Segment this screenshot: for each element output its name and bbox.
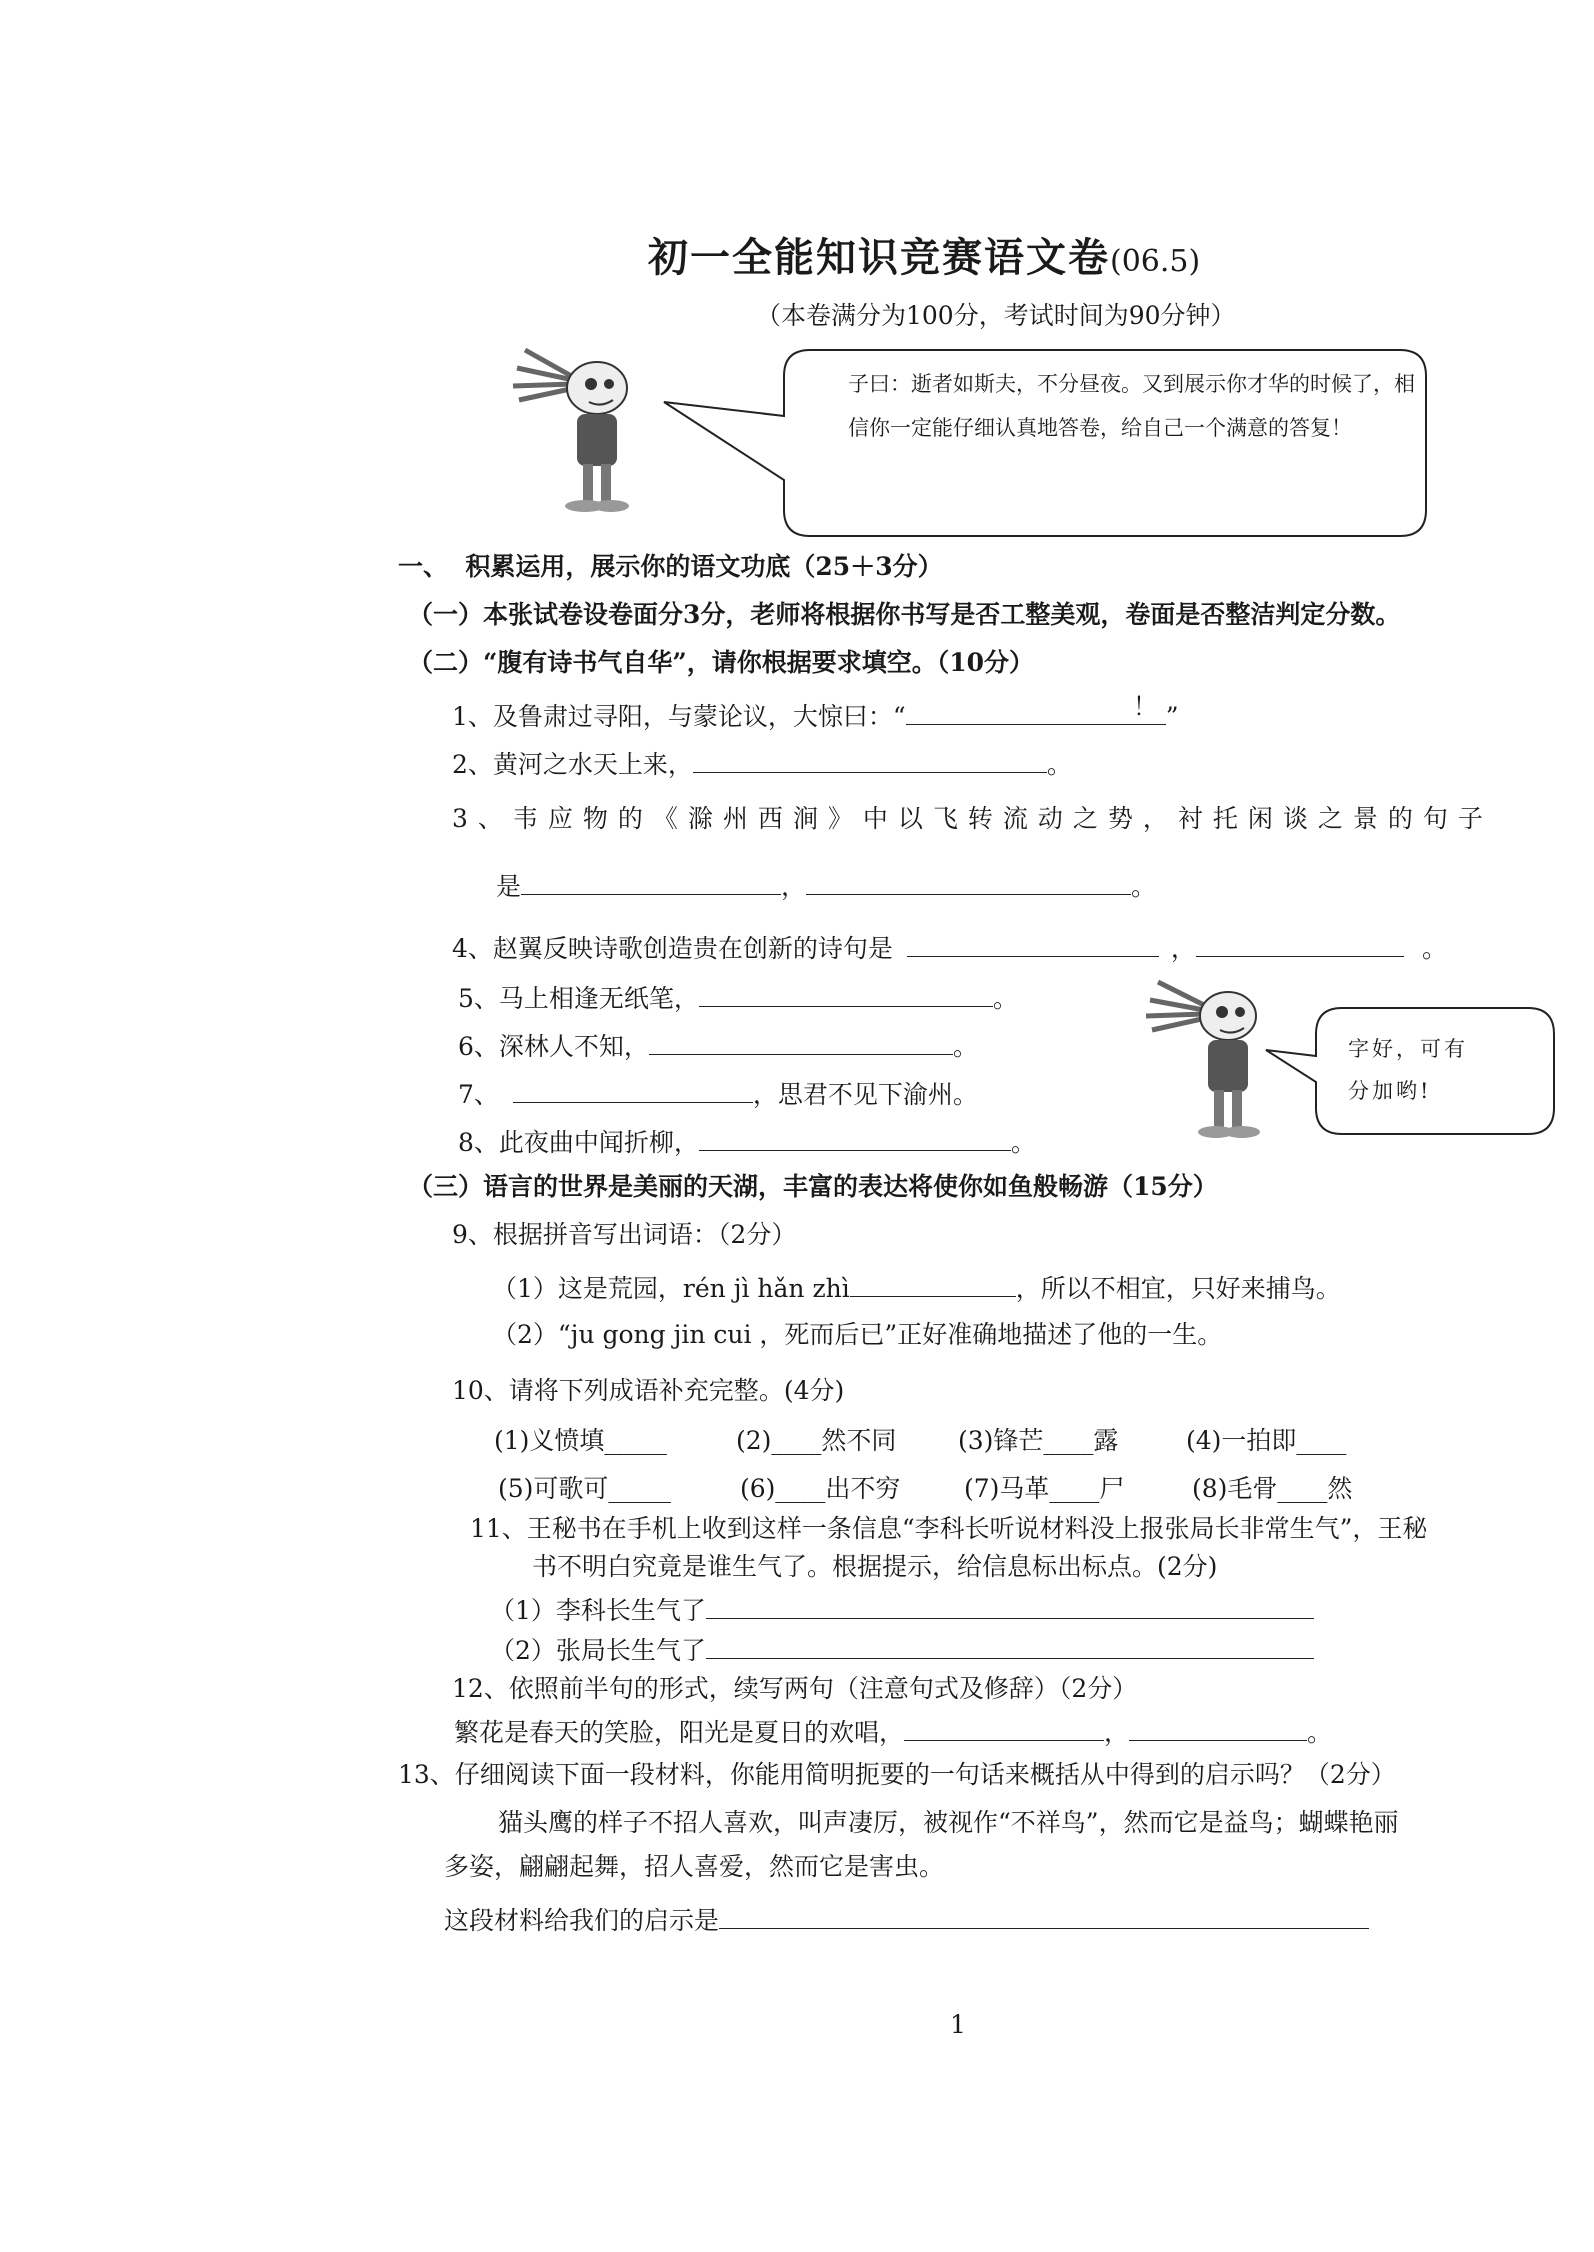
question-12: 12、依照前半句的形式，续写两句（注意句式及修辞）（2分） — [452, 1674, 1138, 1703]
q1-answer-blank[interactable]: ！ — [906, 696, 1166, 725]
q13-answer-blank[interactable] — [719, 1900, 1369, 1929]
question-4: 4、赵翼反映诗歌创造贵在创新的诗句是 ， 。 — [452, 928, 1447, 966]
question-13-answer: 这段材料给我们的启示是 — [444, 1900, 1369, 1938]
q3-answer-blank-1[interactable] — [521, 866, 781, 895]
q11-2-answer-blank[interactable] — [706, 1630, 1314, 1659]
question-7: 7、 ，思君不见下渝州。 — [458, 1074, 978, 1112]
page-title: 初一全能知识竞赛语文卷 — [648, 235, 1110, 281]
section1-heading: 一、 积累运用，展示你的语文功底（25＋3分） — [398, 552, 943, 581]
idiom-8: (8)毛骨____然 — [1192, 1474, 1353, 1503]
question-13-para-1: 猫头鹰的样子不招人喜欢，叫声凄厉，被视作“不祥鸟”，然而它是益鸟；蝴蝶艳丽 — [498, 1808, 1399, 1837]
question-3-line1: 3、韦应物的《滁州西涧》中以飞转流动之势，衬托闲谈之景的句子 — [452, 804, 1493, 833]
idiom-3: (3)锋芒____露 — [958, 1426, 1119, 1455]
speech-bubble-main-text: 子曰：逝者如斯夫，不分昼夜。又到展示你才华的时候了，相信你一定能仔细认真地答卷，给自己一个满意的答复！ — [848, 372, 1415, 440]
idiom-1: (1)义愤填_____ — [494, 1426, 667, 1455]
question-2: 2、黄河之水天上来， 。 — [452, 744, 1072, 782]
idiom-5: (5)可歌可_____ — [498, 1474, 671, 1503]
question-6: 6、深林人不知， 。 — [458, 1026, 978, 1064]
question-13-para-2: 多姿，翩翩起舞，招人喜爱，然而它是害虫。 — [444, 1852, 945, 1881]
idiom-7: (7)马革____尸 — [964, 1474, 1125, 1503]
q4-answer-blank-1[interactable] — [907, 928, 1159, 957]
idiom-2: (2)____然不同 — [736, 1426, 897, 1455]
q12-answer-blank-1[interactable] — [904, 1712, 1104, 1741]
question-11-line2: 书不明白究竟是谁生气了。根据提示，给信息标出标点。(2分) — [532, 1552, 1218, 1581]
q9-1-answer-blank[interactable] — [850, 1268, 1016, 1297]
question-9-1: （1）这是荒园，rén jì hǎn zhì ，所以不相宜，只好来捕鸟。 — [492, 1268, 1341, 1306]
question-10: 10、请将下列成语补充完整。(4分) — [452, 1376, 845, 1405]
page-number: 1 — [950, 2010, 966, 2039]
question-11-1: （1）李科长生气了 — [490, 1590, 1314, 1628]
question-12-answer: 繁花是春天的笑脸，阳光是夏日的欢唱， ， 。 — [454, 1712, 1332, 1750]
question-11-line1: 11、王秘书在手机上收到这样一条信息“李科长听说材料没上报张局长非常生气”，王秘 — [470, 1514, 1428, 1543]
q6-answer-blank[interactable] — [649, 1026, 953, 1055]
idiom-4: (4)一拍即____ — [1186, 1426, 1347, 1455]
q5-answer-blank[interactable] — [699, 978, 993, 1007]
page-subtitle: （本卷满分为100分，考试时间为90分钟） — [756, 301, 1236, 330]
question-13: 13、仔细阅读下面一段材料，你能用简明扼要的一句话来概括从中得到的启示吗？（2分） — [398, 1760, 1396, 1789]
q4-answer-blank-2[interactable] — [1196, 928, 1404, 957]
q2-answer-blank[interactable] — [693, 744, 1047, 773]
q7-answer-blank[interactable] — [513, 1074, 753, 1103]
question-9: 9、根据拼音写出词语：（2分） — [452, 1220, 797, 1249]
q3-answer-blank-2[interactable] — [806, 866, 1131, 895]
q8-answer-blank[interactable] — [699, 1122, 1011, 1151]
question-1: 1、及鲁肃过寻阳，与蒙论议，大惊曰：“ ！ ” — [452, 692, 1179, 731]
q11-1-answer-blank[interactable] — [706, 1590, 1314, 1619]
page-title-block — [648, 226, 1200, 283]
question-5: 5、马上相逢无纸笔， 。 — [458, 978, 1018, 1016]
part1-text: （一）本张试卷设卷面分3分，老师将根据你书写是否工整美观，卷面是否整洁判定分数。 — [408, 600, 1401, 629]
cartoon-character-icon — [505, 340, 665, 520]
question-3-line2: 是 ， 。 — [496, 866, 1156, 904]
part2-heading: （二）“腹有诗书气自华”，请你根据要求填空。（10分） — [408, 648, 1035, 677]
question-8: 8、此夜曲中闻折柳， 。 — [458, 1122, 1036, 1160]
speech-bubble-small-text: 字好，可有分加哟! — [1348, 1037, 1468, 1103]
idiom-6: (6)____出不穷 — [740, 1474, 901, 1503]
q12-answer-blank-2[interactable] — [1129, 1712, 1307, 1741]
question-9-2: （2）“ju gong jin cui ，死而后已”正好准确地描述了他的一生。 — [492, 1320, 1223, 1349]
edition-label: (06.5) — [1110, 244, 1201, 279]
question-11-2: （2）张局长生气了 — [490, 1630, 1314, 1668]
part3-heading: （三）语言的世界是美丽的天湖，丰富的表达将使你如鱼般畅游（15分） — [408, 1172, 1218, 1201]
